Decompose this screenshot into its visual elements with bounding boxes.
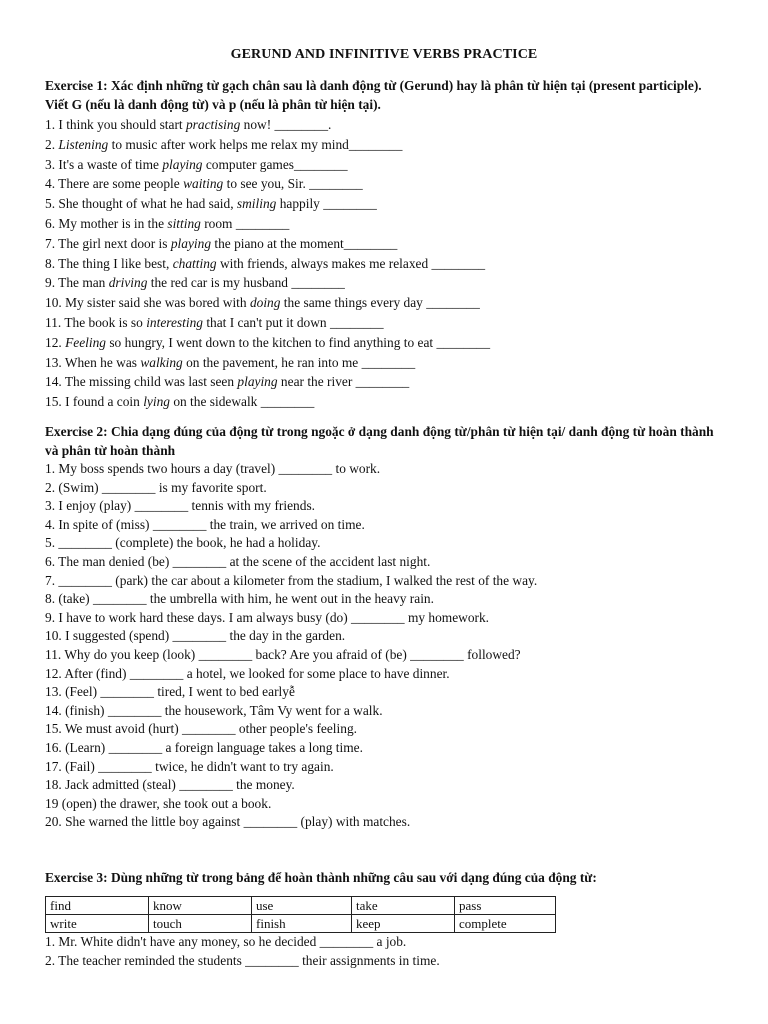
exercise-2-item: 8. (take) ________ the umbrella with him, he went out in the heavy rain. — [45, 591, 434, 607]
item-text: on the pavement, he ran into me ________ — [182, 354, 416, 370]
exercise-2-item: 7. ________ (park) the car about a kilometer from the stadium, I walked the rest of the way. — [45, 572, 538, 588]
exercise-1-item — [45, 234, 745, 254]
target-word: driving — [108, 275, 148, 291]
item-text: near the river ________ — [277, 374, 410, 390]
item-text: to see you, Sir. ________ — [223, 176, 363, 192]
exercise-1-item — [45, 333, 745, 353]
exercise-2-item: 17. (Fail) ________ twice, he didn't want to try again. — [45, 758, 334, 774]
target-word: playing — [237, 374, 278, 390]
exercise-1-item — [45, 254, 745, 274]
item-text: 9. The man — [45, 275, 109, 291]
exercise-3-heading: Exercise 3: Dùng những từ trong bảng để hoàn thành những câu sau với dạng đúng của động từ: — [45, 870, 597, 885]
item-text: the same things every day ________ — [280, 295, 480, 311]
item-text: 10. My sister said she was bored with — [45, 295, 250, 311]
item-text: now! ________. — [240, 117, 332, 132]
exercise-1-item — [45, 214, 745, 234]
target-word: playing — [170, 235, 212, 251]
item-text: the red car is my husband ________ — [147, 275, 345, 291]
word-bank-table — [45, 896, 556, 933]
item-text: 6. My mother is in the — [45, 215, 168, 231]
item-text: room ________ — [200, 215, 290, 231]
item-text: 7. The girl next door is — [45, 235, 171, 251]
exercise-2-list — [45, 460, 745, 832]
target-word: lying — [143, 394, 170, 410]
item-text: 1. I think you should start — [45, 117, 186, 132]
item-text: 14. The missing child was last seen — [45, 374, 238, 390]
exercise-2-item: 5. ________ (complete) the book, he had a holiday. — [45, 535, 321, 551]
exercise-1-item — [45, 392, 745, 412]
word-bank-cell: find — [46, 897, 149, 915]
item-text: 12. — [45, 334, 66, 350]
word-bank-cell: keep — [352, 915, 455, 933]
item-text: happily ________ — [276, 196, 377, 212]
word-bank-cell: complete — [455, 915, 556, 933]
exercise-1-item — [45, 293, 745, 313]
item-text: 13. When he was — [45, 354, 141, 370]
exercise-2-item: 15. We must avoid (hurt) ________ other people's feeling. — [45, 721, 357, 737]
exercise-2-item: 16. (Learn) ________ a foreign language takes a long time. — [45, 739, 363, 755]
exercise-2-item: 12. After (find) ________ a hotel, we looked for some place to have dinner. — [45, 665, 450, 681]
word-bank-cell: use — [252, 897, 352, 915]
exercise-2-item: 4. In spite of (miss) ________ the train, we arrived on time. — [45, 516, 365, 532]
word-bank-row — [46, 897, 556, 915]
item-text: computer games________ — [202, 156, 348, 172]
target-word: practising — [185, 117, 241, 132]
target-word: waiting — [183, 176, 224, 192]
exercise-2-item: 2. (Swim) ________ is my favorite sport. — [45, 479, 267, 495]
word-bank-cell: take — [352, 897, 455, 915]
exercise-2-item: 13. (Feel) ________ tired, I went to bed earlyễ — [45, 684, 295, 700]
exercise-1-item — [45, 353, 745, 373]
target-word: Feeling — [65, 334, 106, 350]
target-word: walking — [140, 354, 183, 370]
exercise-2-item: 11. Why do you keep (look) ________ back? Are you afraid of (be) ________ followed? — [45, 646, 521, 662]
exercise-1-item — [45, 313, 745, 333]
item-text: to music after work helps me relax my mind________ — [108, 136, 403, 152]
exercise-1-item — [45, 155, 745, 175]
item-text: on the sidewalk ________ — [169, 394, 315, 410]
item-text: 5. She thought of what he had said, — [45, 196, 237, 212]
word-bank-cell: pass — [455, 897, 556, 915]
target-word: Listening — [58, 136, 109, 152]
item-text: 4. There are some people — [45, 176, 184, 192]
item-text: 15. I found a coin — [45, 394, 144, 410]
item-text: so hungry, I went down to the kitchen to find anything to eat ________ — [106, 334, 491, 350]
target-word: doing — [249, 295, 281, 311]
exercise-1-item — [45, 273, 745, 293]
item-text: the piano at the moment________ — [211, 235, 398, 251]
exercise-2-item: 3. I enjoy (play) ________ tennis with my friends. — [45, 498, 316, 514]
exercise-2-item: 9. I have to work hard these days. I am always busy (do) ________ my homework. — [45, 609, 490, 625]
exercise-2-heading: Exercise 2: Chia dạng đúng của động từ trong ngoặc ở dạng danh động từ/phân từ hiện tại/ danh động từ hoàn thành và phân từ hoàn thành — [45, 424, 714, 458]
item-text: with friends, always makes me relaxed ________ — [216, 255, 486, 271]
item-text: 2. — [45, 136, 59, 152]
exercise-2-item: 1. My boss spends two hours a day (travel) ________ to work. — [45, 461, 381, 476]
exercise-1-item — [45, 115, 745, 135]
exercise-3-item: 2. The teacher reminded the students ________ their assignments in time. — [45, 953, 440, 968]
exercise-1-list — [45, 115, 745, 412]
item-text: that I can't put it down ________ — [202, 314, 384, 330]
item-text: 8. The thing I like best, — [45, 255, 173, 271]
exercise-1-item — [45, 174, 745, 194]
exercise-2-item: 18. Jack admitted (steal) ________ the money. — [45, 777, 295, 793]
exercise-3-item: 1. Mr. White didn't have any money, so he decided ________ a job. — [45, 934, 407, 949]
word-bank-cell: know — [149, 897, 252, 915]
exercise-2-item: 20. She warned the little boy against ________ (play) with matches. — [45, 814, 411, 830]
item-text: 11. The book is so — [45, 314, 147, 330]
target-word: playing — [162, 156, 203, 172]
exercise-2-item: 6. The man denied (be) ________ at the scene of the accident last night. — [45, 553, 431, 569]
target-word: smiling — [236, 196, 277, 212]
exercise-1-heading: Exercise 1: Xác định những từ gạch chân sau là danh động từ (Gerund) hay là phân từ hiện tại (present participle). Viết G (nếu là danh động từ) và p (nếu là phân từ hiện tại). — [45, 78, 702, 112]
exercise-1-item — [45, 372, 745, 392]
target-word: sitting — [167, 215, 201, 231]
exercise-1-item — [45, 135, 745, 155]
exercise-3-list — [45, 932, 745, 970]
exercise-1-item — [45, 194, 745, 214]
item-text: 3. It's a waste of time — [45, 156, 163, 172]
target-word: interesting — [146, 314, 203, 330]
target-word: chatting — [172, 255, 217, 271]
word-bank-cell: write — [46, 915, 149, 933]
exercise-2-item: 14. (finish) ________ the housework, Tâm Vy went for a walk. — [45, 702, 383, 718]
exercise-2-item: 10. I suggested (spend) ________ the day in the garden. — [45, 628, 346, 644]
word-bank-cell: finish — [252, 915, 352, 933]
word-bank-row — [46, 915, 556, 933]
page-title: GERUND AND INFINITIVE VERBS PRACTICE — [230, 47, 538, 62]
exercise-2-item: 19 (open) the drawer, she took out a book. — [45, 795, 272, 811]
word-bank-cell: touch — [149, 915, 252, 933]
